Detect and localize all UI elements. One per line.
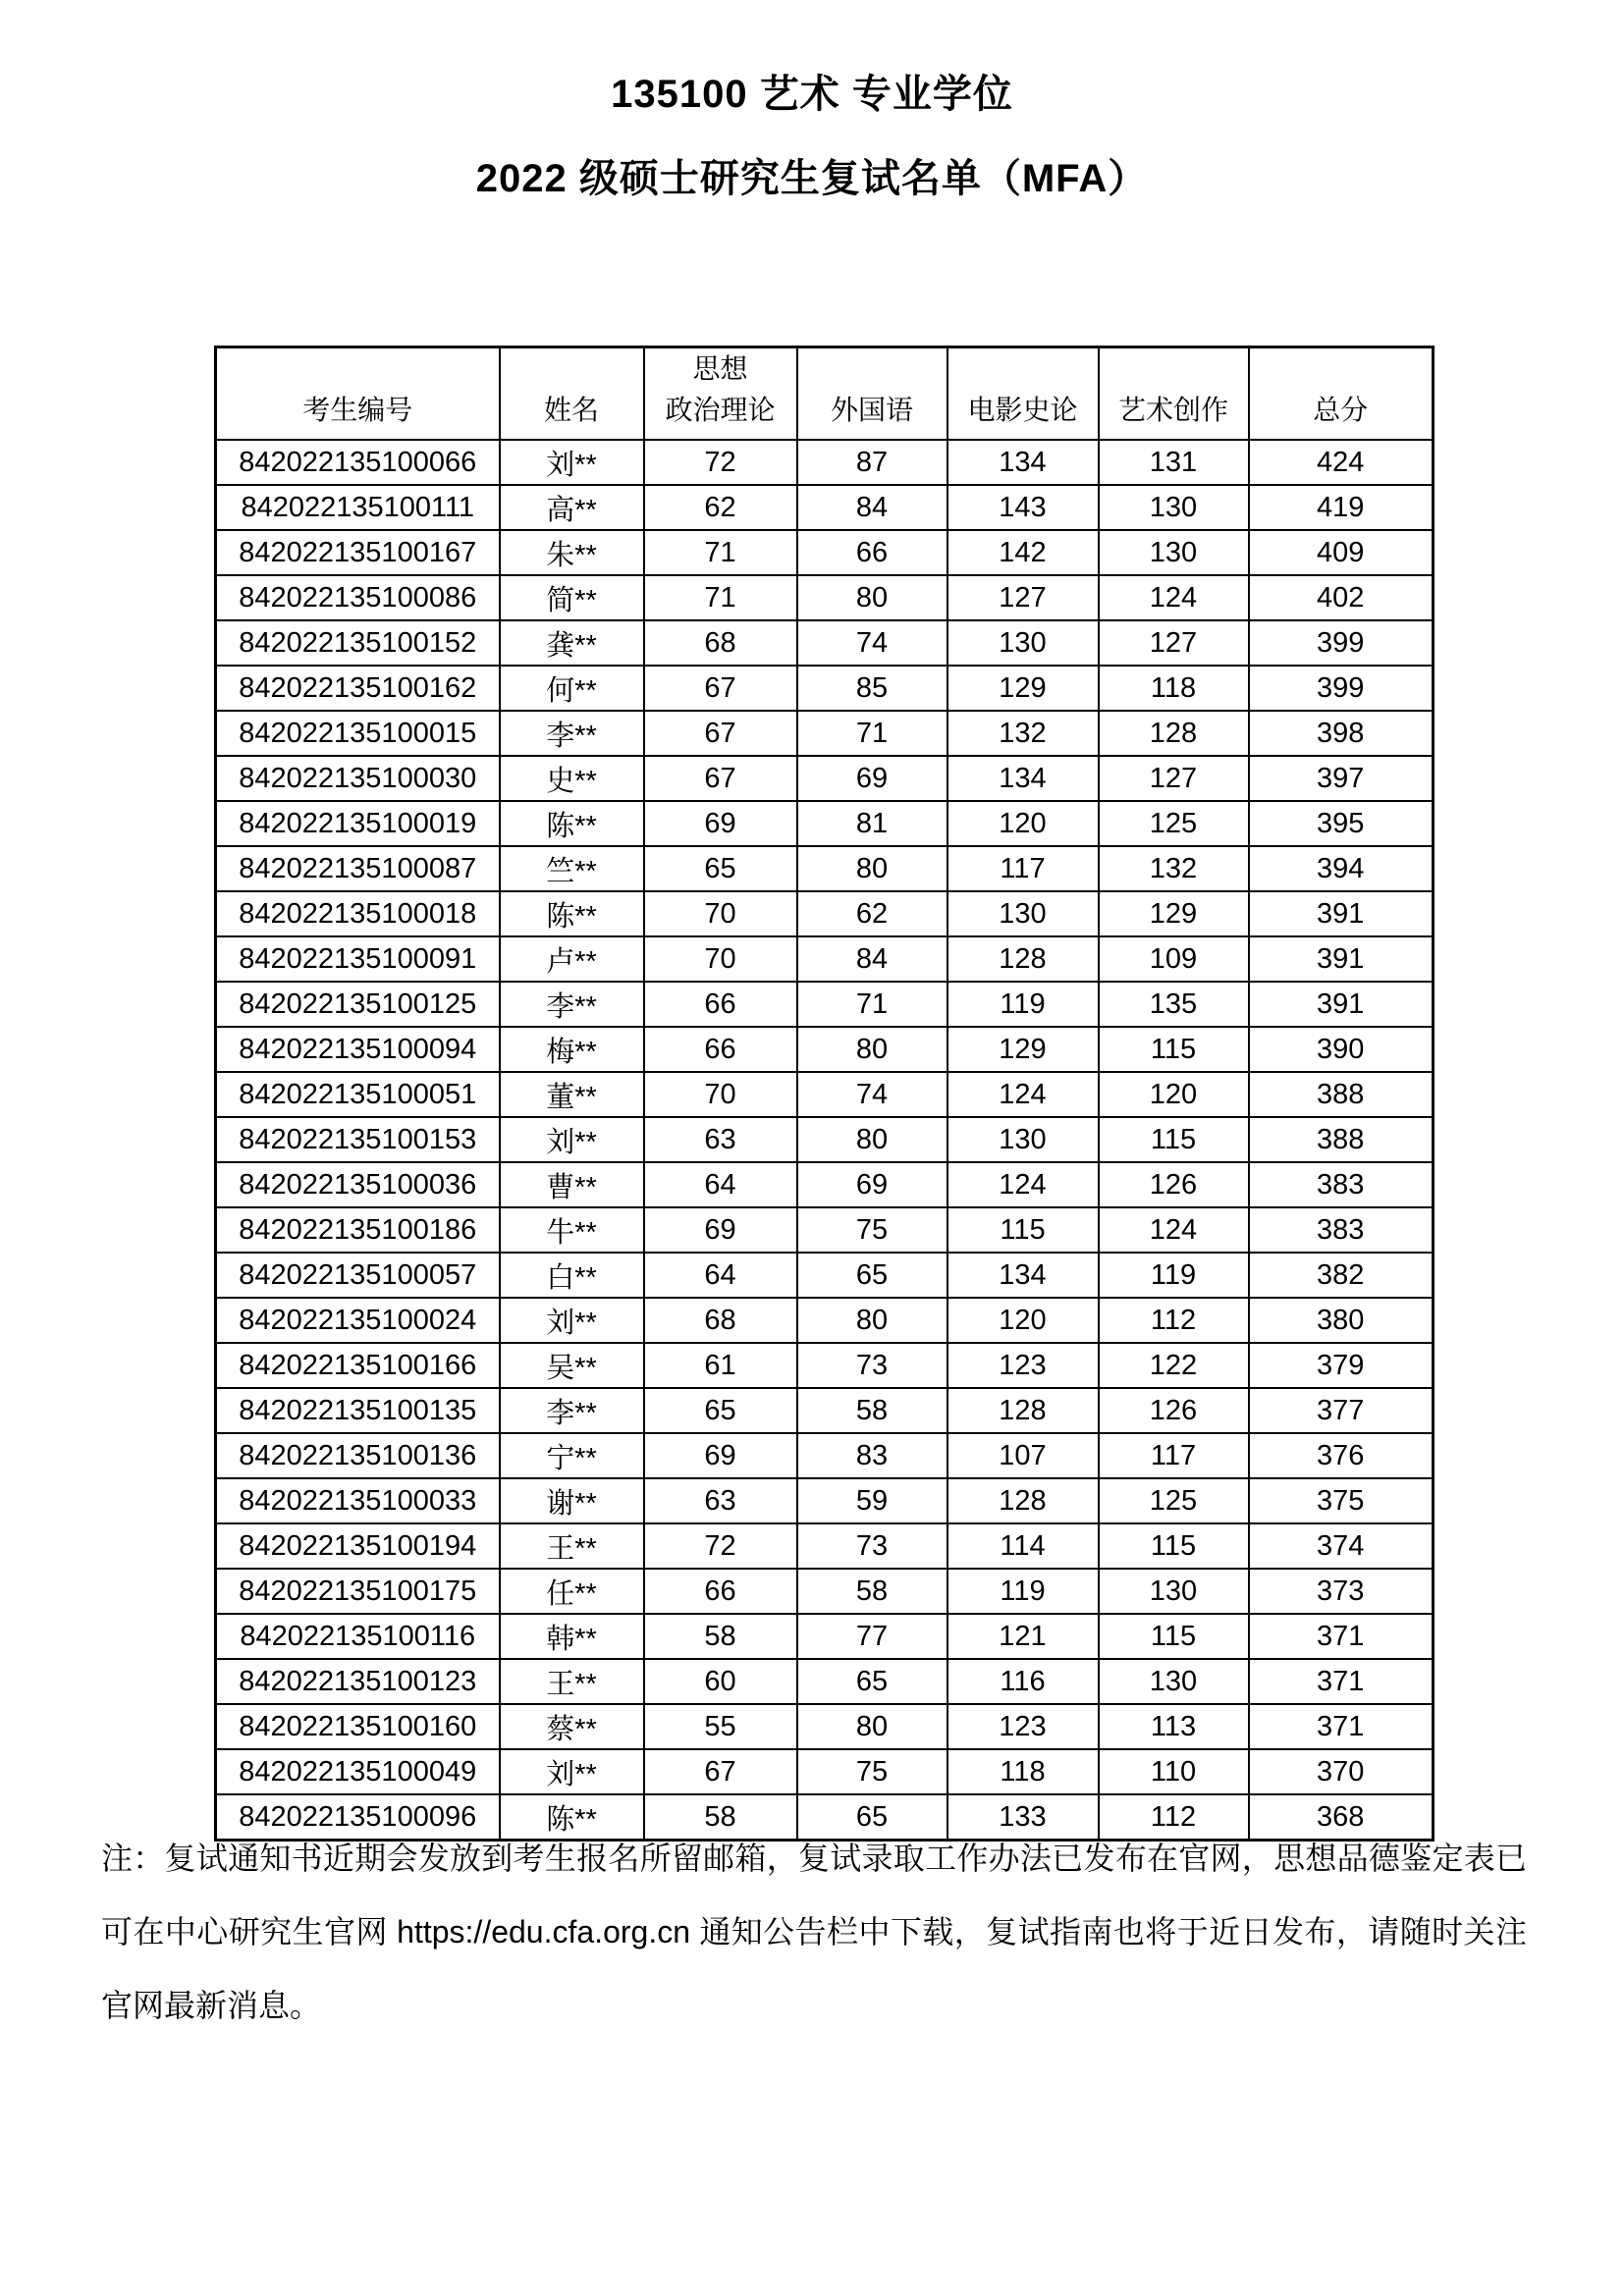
table-row: [216, 620, 1434, 666]
cell-candidate-id: 842022135100135: [216, 1388, 500, 1433]
table-row: [216, 1433, 1434, 1478]
cell-politics: 70: [644, 891, 797, 936]
cell-candidate-id: 842022135100162: [216, 666, 500, 711]
cell-total: 373: [1249, 1569, 1434, 1614]
table-row: [216, 1523, 1434, 1569]
cell-candidate-id: 842022135100051: [216, 1072, 500, 1117]
col-header-foreign-language: 外国语: [797, 347, 947, 441]
cell-total: 398: [1249, 711, 1434, 756]
table-row: [216, 982, 1434, 1027]
cell-candidate-id: 842022135100091: [216, 936, 500, 982]
cell-film-history: 117: [947, 846, 1099, 891]
cell-art-creation: 132: [1099, 846, 1249, 891]
cell-art-creation: 127: [1099, 756, 1249, 801]
cell-art-creation: 113: [1099, 1704, 1249, 1749]
col-header-name: 姓名: [500, 347, 644, 441]
cell-name: 刘**: [500, 1117, 644, 1162]
cell-politics: 65: [644, 846, 797, 891]
cell-total: 388: [1249, 1117, 1434, 1162]
cell-total: 383: [1249, 1207, 1434, 1253]
cell-name: 董**: [500, 1072, 644, 1117]
cell-candidate-id: 842022135100018: [216, 891, 500, 936]
table-row: [216, 936, 1434, 982]
cell-film-history: 134: [947, 440, 1099, 485]
cell-foreign-language: 81: [797, 801, 947, 846]
cell-foreign-language: 77: [797, 1614, 947, 1659]
cell-film-history: 130: [947, 891, 1099, 936]
cell-foreign-language: 65: [797, 1253, 947, 1298]
table-body: [216, 440, 1434, 1841]
cell-foreign-language: 80: [797, 575, 947, 620]
cell-politics: 68: [644, 1298, 797, 1343]
cell-art-creation: 115: [1099, 1117, 1249, 1162]
cell-foreign-language: 80: [797, 1704, 947, 1749]
table-row: [216, 1072, 1434, 1117]
cell-total: 419: [1249, 485, 1434, 530]
col-header-art-creation: 艺术创作: [1099, 347, 1249, 441]
cell-politics: 67: [644, 756, 797, 801]
cell-candidate-id: 842022135100186: [216, 1207, 500, 1253]
cell-candidate-id: 842022135100066: [216, 440, 500, 485]
cell-foreign-language: 73: [797, 1343, 947, 1388]
table-row: [216, 756, 1434, 801]
cell-art-creation: 120: [1099, 1072, 1249, 1117]
cell-art-creation: 115: [1099, 1614, 1249, 1659]
cell-art-creation: 112: [1099, 1298, 1249, 1343]
cell-total: 370: [1249, 1749, 1434, 1794]
cell-film-history: 118: [947, 1749, 1099, 1794]
cell-politics: 66: [644, 1027, 797, 1072]
cell-film-history: 134: [947, 756, 1099, 801]
cell-politics: 69: [644, 1433, 797, 1478]
cell-foreign-language: 83: [797, 1433, 947, 1478]
cell-politics: 69: [644, 1207, 797, 1253]
cell-film-history: 124: [947, 1162, 1099, 1207]
cell-politics: 71: [644, 575, 797, 620]
cell-total: 391: [1249, 982, 1434, 1027]
cell-film-history: 134: [947, 1253, 1099, 1298]
cell-total: 388: [1249, 1072, 1434, 1117]
cell-art-creation: 130: [1099, 1569, 1249, 1614]
cell-film-history: 120: [947, 1298, 1099, 1343]
cell-name: 王**: [500, 1659, 644, 1704]
cell-art-creation: 128: [1099, 711, 1249, 756]
cell-politics: 64: [644, 1162, 797, 1207]
cell-film-history: 120: [947, 801, 1099, 846]
cell-film-history: 130: [947, 1117, 1099, 1162]
table-row: [216, 1027, 1434, 1072]
cell-name: 陈**: [500, 801, 644, 846]
cell-art-creation: 135: [1099, 982, 1249, 1027]
cell-candidate-id: 842022135100160: [216, 1704, 500, 1749]
table-row: [216, 891, 1434, 936]
cell-politics: 70: [644, 936, 797, 982]
cell-name: 宁**: [500, 1433, 644, 1478]
cell-film-history: 123: [947, 1704, 1099, 1749]
cell-film-history: 132: [947, 711, 1099, 756]
cell-politics: 67: [644, 666, 797, 711]
cell-foreign-language: 71: [797, 711, 947, 756]
table-row: [216, 485, 1434, 530]
table-row: [216, 1298, 1434, 1343]
cell-candidate-id: 842022135100015: [216, 711, 500, 756]
cell-name: 竺**: [500, 846, 644, 891]
cell-total: 424: [1249, 440, 1434, 485]
cell-candidate-id: 842022135100123: [216, 1659, 500, 1704]
cell-film-history: 124: [947, 1072, 1099, 1117]
cell-art-creation: 126: [1099, 1162, 1249, 1207]
cell-name: 何**: [500, 666, 644, 711]
cell-film-history: 142: [947, 530, 1099, 575]
cell-name: 龚**: [500, 620, 644, 666]
table-row: [216, 666, 1434, 711]
cell-total: 368: [1249, 1794, 1434, 1841]
cell-politics: 67: [644, 711, 797, 756]
cell-name: 蔡**: [500, 1704, 644, 1749]
col-header-total: 总分: [1249, 347, 1434, 441]
footnote: 注：复试通知书近期会发放到考生报名所留邮箱，复试录取工作办法已发布在官网，思想品德鉴定表已可在中心研究生官网 https://edu.cfa.org.cn 通知公告栏中下载，复试指南也将于近日发布，请随时关注官网最新消息。: [101, 1841, 1527, 2023]
cell-film-history: 133: [947, 1794, 1099, 1841]
cell-art-creation: 122: [1099, 1343, 1249, 1388]
cell-film-history: 107: [947, 1433, 1099, 1478]
cell-art-creation: 130: [1099, 485, 1249, 530]
cell-name: 卢**: [500, 936, 644, 982]
table-row: [216, 1749, 1434, 1794]
cell-total: 371: [1249, 1704, 1434, 1749]
cell-art-creation: 115: [1099, 1523, 1249, 1569]
cell-foreign-language: 80: [797, 1298, 947, 1343]
page-title-program: 135100 艺术 专业学位: [611, 73, 1013, 116]
cell-art-creation: 131: [1099, 440, 1249, 485]
cell-foreign-language: 65: [797, 1659, 947, 1704]
table-row: [216, 1478, 1434, 1523]
cell-foreign-language: 80: [797, 846, 947, 891]
cell-candidate-id: 842022135100096: [216, 1794, 500, 1841]
cell-foreign-language: 74: [797, 620, 947, 666]
cell-name: 高**: [500, 485, 644, 530]
cell-politics: 62: [644, 485, 797, 530]
cell-candidate-id: 842022135100136: [216, 1433, 500, 1478]
table-row: [216, 1117, 1434, 1162]
cell-foreign-language: 75: [797, 1207, 947, 1253]
table-header: [216, 347, 1434, 441]
cell-art-creation: 129: [1099, 891, 1249, 936]
cell-name: 韩**: [500, 1614, 644, 1659]
cell-art-creation: 127: [1099, 620, 1249, 666]
table-row: [216, 846, 1434, 891]
col-header-film-history: 电影史论: [947, 347, 1099, 441]
cell-total: 399: [1249, 620, 1434, 666]
cell-name: 吴**: [500, 1343, 644, 1388]
cell-candidate-id: 842022135100167: [216, 530, 500, 575]
cell-film-history: 121: [947, 1614, 1099, 1659]
cell-total: 377: [1249, 1388, 1434, 1433]
cell-film-history: 130: [947, 620, 1099, 666]
cell-total: 397: [1249, 756, 1434, 801]
cell-total: 375: [1249, 1478, 1434, 1523]
cell-candidate-id: 842022135100024: [216, 1298, 500, 1343]
col-header-candidate-id: 考生编号: [216, 347, 500, 441]
cell-candidate-id: 842022135100153: [216, 1117, 500, 1162]
score-table: [214, 346, 1435, 1842]
cell-total: 382: [1249, 1253, 1434, 1298]
cell-total: 379: [1249, 1343, 1434, 1388]
cell-total: 371: [1249, 1659, 1434, 1704]
cell-art-creation: 125: [1099, 801, 1249, 846]
cell-art-creation: 130: [1099, 530, 1249, 575]
cell-total: 383: [1249, 1162, 1434, 1207]
cell-name: 李**: [500, 982, 644, 1027]
cell-foreign-language: 59: [797, 1478, 947, 1523]
cell-politics: 66: [644, 1569, 797, 1614]
table-row: [216, 1569, 1434, 1614]
cell-name: 梅**: [500, 1027, 644, 1072]
cell-politics: 55: [644, 1704, 797, 1749]
cell-name: 王**: [500, 1523, 644, 1569]
cell-candidate-id: 842022135100049: [216, 1749, 500, 1794]
cell-foreign-language: 85: [797, 666, 947, 711]
cell-art-creation: 125: [1099, 1478, 1249, 1523]
cell-total: 399: [1249, 666, 1434, 711]
cell-foreign-language: 80: [797, 1027, 947, 1072]
cell-film-history: 123: [947, 1343, 1099, 1388]
col-header-politics: 思想 政治理论: [644, 347, 797, 441]
cell-film-history: 119: [947, 1569, 1099, 1614]
cell-film-history: 129: [947, 1027, 1099, 1072]
table-row: [216, 1614, 1434, 1659]
cell-politics: 61: [644, 1343, 797, 1388]
cell-politics: 69: [644, 801, 797, 846]
cell-politics: 65: [644, 1388, 797, 1433]
cell-film-history: 127: [947, 575, 1099, 620]
cell-name: 陈**: [500, 1794, 644, 1841]
cell-foreign-language: 84: [797, 936, 947, 982]
cell-film-history: 115: [947, 1207, 1099, 1253]
table-row: [216, 1343, 1434, 1388]
cell-name: 牛**: [500, 1207, 644, 1253]
cell-politics: 67: [644, 1749, 797, 1794]
cell-politics: 63: [644, 1478, 797, 1523]
cell-name: 史**: [500, 756, 644, 801]
cell-politics: 58: [644, 1794, 797, 1841]
cell-politics: 60: [644, 1659, 797, 1704]
cell-politics: 72: [644, 440, 797, 485]
cell-politics: 66: [644, 982, 797, 1027]
table-row: [216, 1253, 1434, 1298]
cell-candidate-id: 842022135100194: [216, 1523, 500, 1569]
cell-total: 395: [1249, 801, 1434, 846]
cell-art-creation: 117: [1099, 1433, 1249, 1478]
cell-name: 白**: [500, 1253, 644, 1298]
cell-name: 朱**: [500, 530, 644, 575]
cell-politics: 68: [644, 620, 797, 666]
cell-total: 391: [1249, 891, 1434, 936]
cell-foreign-language: 75: [797, 1749, 947, 1794]
table-row: [216, 1704, 1434, 1749]
table-row: [216, 1207, 1434, 1253]
cell-total: 391: [1249, 936, 1434, 982]
cell-foreign-language: 69: [797, 756, 947, 801]
cell-foreign-language: 74: [797, 1072, 947, 1117]
cell-total: 402: [1249, 575, 1434, 620]
cell-foreign-language: 58: [797, 1569, 947, 1614]
cell-name: 任**: [500, 1569, 644, 1614]
cell-film-history: 114: [947, 1523, 1099, 1569]
cell-politics: 64: [644, 1253, 797, 1298]
cell-art-creation: 118: [1099, 666, 1249, 711]
cell-candidate-id: 842022135100111: [216, 485, 500, 530]
cell-name: 李**: [500, 1388, 644, 1433]
cell-name: 李**: [500, 711, 644, 756]
cell-candidate-id: 842022135100019: [216, 801, 500, 846]
cell-politics: 58: [644, 1614, 797, 1659]
cell-art-creation: 126: [1099, 1388, 1249, 1433]
cell-candidate-id: 842022135100036: [216, 1162, 500, 1207]
cell-candidate-id: 842022135100125: [216, 982, 500, 1027]
cell-foreign-language: 73: [797, 1523, 947, 1569]
cell-total: 409: [1249, 530, 1434, 575]
cell-art-creation: 110: [1099, 1749, 1249, 1794]
cell-foreign-language: 80: [797, 1117, 947, 1162]
cell-candidate-id: 842022135100175: [216, 1569, 500, 1614]
cell-foreign-language: 87: [797, 440, 947, 485]
cell-foreign-language: 58: [797, 1388, 947, 1433]
table-row: [216, 1162, 1434, 1207]
cell-foreign-language: 71: [797, 982, 947, 1027]
cell-film-history: 129: [947, 666, 1099, 711]
cell-name: 刘**: [500, 1298, 644, 1343]
cell-foreign-language: 66: [797, 530, 947, 575]
cell-candidate-id: 842022135100033: [216, 1478, 500, 1523]
cell-art-creation: 112: [1099, 1794, 1249, 1841]
cell-film-history: 143: [947, 485, 1099, 530]
cell-total: 371: [1249, 1614, 1434, 1659]
cell-name: 刘**: [500, 440, 644, 485]
cell-politics: 63: [644, 1117, 797, 1162]
cell-candidate-id: 842022135100094: [216, 1027, 500, 1072]
cell-total: 390: [1249, 1027, 1434, 1072]
cell-name: 简**: [500, 575, 644, 620]
table-row: [216, 711, 1434, 756]
cell-name: 谢**: [500, 1478, 644, 1523]
cell-candidate-id: 842022135100166: [216, 1343, 500, 1388]
table-header-row: [216, 347, 1434, 441]
table-row: [216, 1388, 1434, 1433]
cell-art-creation: 115: [1099, 1027, 1249, 1072]
cell-foreign-language: 84: [797, 485, 947, 530]
cell-candidate-id: 842022135100152: [216, 620, 500, 666]
cell-film-history: 119: [947, 982, 1099, 1027]
cell-candidate-id: 842022135100087: [216, 846, 500, 891]
cell-art-creation: 119: [1099, 1253, 1249, 1298]
cell-art-creation: 124: [1099, 1207, 1249, 1253]
cell-politics: 71: [644, 530, 797, 575]
cell-art-creation: 130: [1099, 1659, 1249, 1704]
cell-candidate-id: 842022135100030: [216, 756, 500, 801]
cell-art-creation: 124: [1099, 575, 1249, 620]
cell-name: 陈**: [500, 891, 644, 936]
cell-film-history: 116: [947, 1659, 1099, 1704]
cell-total: 394: [1249, 846, 1434, 891]
cell-politics: 70: [644, 1072, 797, 1117]
cell-film-history: 128: [947, 1388, 1099, 1433]
cell-foreign-language: 69: [797, 1162, 947, 1207]
cell-art-creation: 109: [1099, 936, 1249, 982]
table-row: [216, 801, 1434, 846]
cell-film-history: 128: [947, 1478, 1099, 1523]
table-row: [216, 530, 1434, 575]
cell-candidate-id: 842022135100057: [216, 1253, 500, 1298]
cell-total: 380: [1249, 1298, 1434, 1343]
table-row: [216, 575, 1434, 620]
table-row: [216, 1659, 1434, 1704]
cell-politics: 72: [644, 1523, 797, 1569]
cell-foreign-language: 65: [797, 1794, 947, 1841]
page-title-list: 2022 级硕士研究生复试名单（MFA）: [475, 157, 1149, 200]
cell-name: 刘**: [500, 1749, 644, 1794]
cell-foreign-language: 62: [797, 891, 947, 936]
cell-total: 374: [1249, 1523, 1434, 1569]
cell-candidate-id: 842022135100116: [216, 1614, 500, 1659]
cell-total: 376: [1249, 1433, 1434, 1478]
cell-name: 曹**: [500, 1162, 644, 1207]
table-row: [216, 440, 1434, 485]
cell-film-history: 128: [947, 936, 1099, 982]
cell-candidate-id: 842022135100086: [216, 575, 500, 620]
